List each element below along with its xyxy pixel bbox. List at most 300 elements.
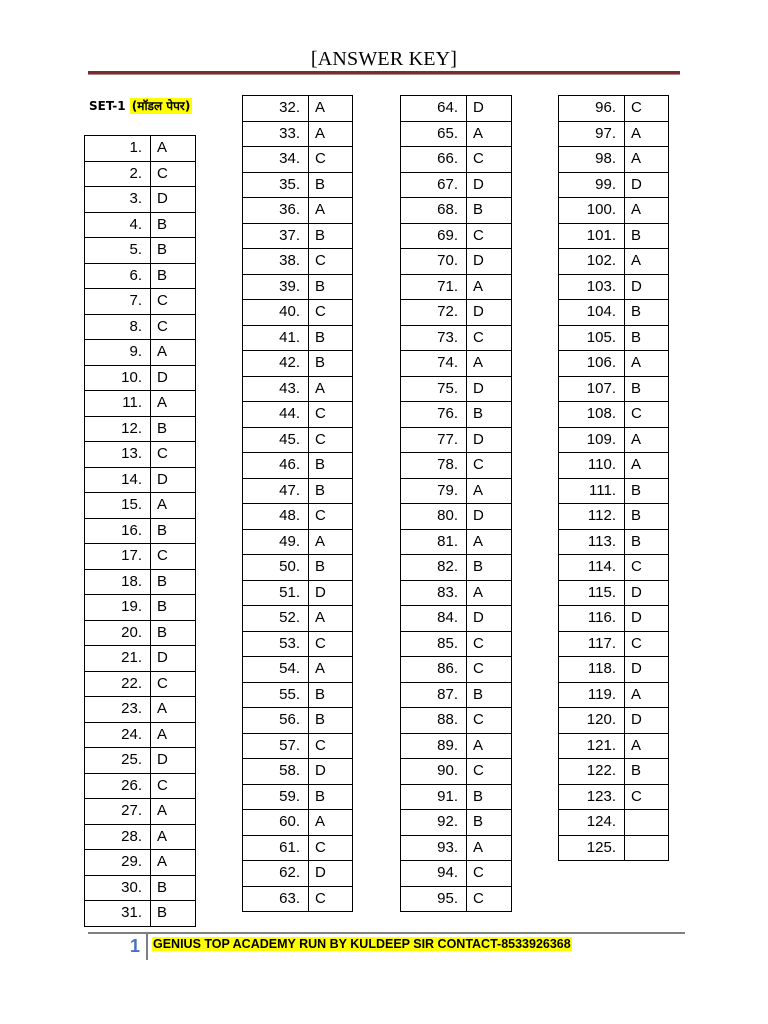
answer-option: A	[467, 733, 512, 759]
answer-row	[243, 759, 353, 785]
question-number: 10.	[85, 365, 151, 391]
answer-option: D	[467, 427, 512, 453]
question-number: 112.	[559, 504, 625, 530]
answer-row	[243, 274, 353, 300]
answer-option: D	[151, 187, 196, 213]
page-number: 1	[129, 936, 140, 956]
answer-row	[85, 212, 196, 238]
answer-row	[85, 748, 196, 774]
answer-option: D	[467, 300, 512, 326]
question-number: 51.	[243, 580, 309, 606]
question-number: 9.	[85, 340, 151, 366]
answer-option: A	[625, 249, 669, 275]
question-number: 20.	[85, 620, 151, 646]
answer-option: A	[625, 733, 669, 759]
question-number: 76.	[401, 402, 467, 428]
answer-row	[85, 569, 196, 595]
question-number: 68.	[401, 198, 467, 224]
answer-option: A	[467, 580, 512, 606]
answer-row	[85, 722, 196, 748]
question-number: 102.	[559, 249, 625, 275]
answer-row	[243, 886, 353, 912]
answer-option: D	[151, 748, 196, 774]
answer-row	[401, 555, 512, 581]
answer-option: A	[467, 529, 512, 555]
question-number: 22.	[85, 671, 151, 697]
answer-option: B	[309, 784, 353, 810]
answer-row	[401, 733, 512, 759]
question-number: 86.	[401, 657, 467, 683]
answer-option: C	[151, 773, 196, 799]
question-number: 17.	[85, 544, 151, 570]
answer-option: A	[625, 351, 669, 377]
question-number: 69.	[401, 223, 467, 249]
answer-option: D	[625, 708, 669, 734]
answer-row	[559, 657, 669, 683]
answer-option: C	[309, 402, 353, 428]
question-number: 44.	[243, 402, 309, 428]
question-number: 33.	[243, 121, 309, 147]
answer-row	[559, 121, 669, 147]
answer-option: A	[467, 835, 512, 861]
answer-option: A	[309, 810, 353, 836]
answer-option: C	[309, 631, 353, 657]
answer-row	[243, 733, 353, 759]
question-number: 11.	[85, 391, 151, 417]
question-number: 12.	[85, 416, 151, 442]
answer-option: A	[625, 147, 669, 173]
answer-row	[401, 402, 512, 428]
answer-row	[243, 478, 353, 504]
answer-row	[559, 606, 669, 632]
answer-option: A	[467, 121, 512, 147]
question-number: 26.	[85, 773, 151, 799]
question-number: 39.	[243, 274, 309, 300]
answer-row	[85, 799, 196, 825]
answer-option: C	[151, 442, 196, 468]
answer-row	[559, 376, 669, 402]
answer-option: C	[625, 784, 669, 810]
answer-option: C	[625, 631, 669, 657]
question-number: 84.	[401, 606, 467, 632]
answer-row	[243, 427, 353, 453]
answer-option: B	[467, 402, 512, 428]
answer-option: A	[625, 427, 669, 453]
set-label	[89, 97, 192, 114]
question-number: 29.	[85, 850, 151, 876]
answer-option: C	[467, 759, 512, 785]
answer-row	[243, 529, 353, 555]
answer-option: C	[309, 249, 353, 275]
question-number: 46.	[243, 453, 309, 479]
answer-row	[559, 300, 669, 326]
answer-row	[85, 161, 196, 187]
answer-option: C	[309, 886, 353, 912]
answer-row	[559, 274, 669, 300]
answer-row	[559, 555, 669, 581]
question-number: 48.	[243, 504, 309, 530]
answer-row	[85, 544, 196, 570]
answer-option: A	[151, 340, 196, 366]
question-number: 87.	[401, 682, 467, 708]
question-number: 72.	[401, 300, 467, 326]
question-number: 40.	[243, 300, 309, 326]
question-number: 85.	[401, 631, 467, 657]
answer-option: B	[151, 238, 196, 264]
answer-option: B	[151, 901, 196, 927]
answer-row	[559, 478, 669, 504]
answer-option: C	[309, 733, 353, 759]
question-number: 117.	[559, 631, 625, 657]
question-number: 92.	[401, 810, 467, 836]
answer-row	[401, 759, 512, 785]
answer-row	[401, 121, 512, 147]
question-number: 67.	[401, 172, 467, 198]
answer-option: C	[467, 708, 512, 734]
answer-option: B	[467, 198, 512, 224]
answer-row	[85, 697, 196, 723]
question-number: 79.	[401, 478, 467, 504]
answer-option: A	[151, 799, 196, 825]
answer-option: C	[309, 427, 353, 453]
answer-option: B	[467, 682, 512, 708]
answer-row	[401, 810, 512, 836]
answer-option: A	[309, 657, 353, 683]
question-number: 104.	[559, 300, 625, 326]
question-number: 1.	[85, 136, 151, 162]
answer-option: B	[309, 555, 353, 581]
question-number: 118.	[559, 657, 625, 683]
answer-option: A	[151, 493, 196, 519]
answer-option: B	[625, 300, 669, 326]
answer-row	[401, 861, 512, 887]
set-label-highlight: (मॉडल पेपर)	[131, 99, 191, 113]
answer-row	[401, 682, 512, 708]
answer-row	[85, 187, 196, 213]
answer-option: A	[151, 722, 196, 748]
question-number: 24.	[85, 722, 151, 748]
answer-row	[559, 249, 669, 275]
answer-table-column-2	[242, 95, 353, 912]
answer-option: B	[151, 416, 196, 442]
answer-option: D	[467, 249, 512, 275]
footer-divider	[88, 932, 685, 934]
answer-row	[85, 518, 196, 544]
answer-option: C	[467, 657, 512, 683]
answer-option: C	[309, 835, 353, 861]
answer-option: B	[625, 376, 669, 402]
question-number: 115.	[559, 580, 625, 606]
answer-option: D	[467, 504, 512, 530]
question-number: 122.	[559, 759, 625, 785]
answer-option: D	[151, 467, 196, 493]
answer-row	[401, 223, 512, 249]
answer-option: A	[151, 850, 196, 876]
question-number: 80.	[401, 504, 467, 530]
question-number: 125.	[559, 835, 625, 861]
question-number: 19.	[85, 595, 151, 621]
answer-row	[243, 121, 353, 147]
question-number: 62.	[243, 861, 309, 887]
answer-row	[401, 325, 512, 351]
answer-row	[559, 198, 669, 224]
answer-row	[559, 759, 669, 785]
question-number: 16.	[85, 518, 151, 544]
answer-row	[401, 504, 512, 530]
answer-row	[401, 478, 512, 504]
answer-row	[243, 631, 353, 657]
question-number: 77.	[401, 427, 467, 453]
answer-option: B	[309, 351, 353, 377]
answer-option: B	[151, 875, 196, 901]
header-divider	[88, 71, 680, 75]
question-number: 60.	[243, 810, 309, 836]
answer-option: C	[151, 671, 196, 697]
question-number: 42.	[243, 351, 309, 377]
answer-row	[85, 901, 196, 927]
answer-option: B	[151, 569, 196, 595]
answer-row	[559, 529, 669, 555]
question-number: 27.	[85, 799, 151, 825]
answer-option: D	[625, 657, 669, 683]
answer-option: B	[151, 595, 196, 621]
question-number: 18.	[85, 569, 151, 595]
question-number: 35.	[243, 172, 309, 198]
question-number: 21.	[85, 646, 151, 672]
answer-row	[401, 606, 512, 632]
answer-option: A	[467, 274, 512, 300]
answer-row	[85, 238, 196, 264]
answer-option: C	[625, 555, 669, 581]
question-number: 38.	[243, 249, 309, 275]
question-number: 49.	[243, 529, 309, 555]
question-number: 61.	[243, 835, 309, 861]
answer-row	[243, 376, 353, 402]
question-number: 30.	[85, 875, 151, 901]
question-number: 120.	[559, 708, 625, 734]
answer-table-column-3	[400, 95, 512, 912]
question-number: 113.	[559, 529, 625, 555]
answer-row	[85, 824, 196, 850]
question-number: 57.	[243, 733, 309, 759]
answer-row	[243, 172, 353, 198]
question-number: 119.	[559, 682, 625, 708]
answer-row	[243, 810, 353, 836]
answer-table-column-1	[84, 135, 196, 927]
answer-row	[559, 147, 669, 173]
answer-row	[85, 442, 196, 468]
question-number: 63.	[243, 886, 309, 912]
answer-option: D	[309, 861, 353, 887]
question-number: 116.	[559, 606, 625, 632]
answer-option: D	[467, 96, 512, 122]
footer-separator	[146, 934, 148, 960]
answer-option: A	[625, 453, 669, 479]
question-number: 5.	[85, 238, 151, 264]
answer-row	[85, 646, 196, 672]
answer-row	[401, 147, 512, 173]
answer-row	[401, 198, 512, 224]
question-number: 32.	[243, 96, 309, 122]
answer-option: C	[151, 544, 196, 570]
question-number: 41.	[243, 325, 309, 351]
answer-option: B	[625, 223, 669, 249]
answer-option: A	[625, 198, 669, 224]
answer-row	[401, 631, 512, 657]
answer-row	[559, 223, 669, 249]
answer-option: D	[309, 759, 353, 785]
answer-row	[559, 631, 669, 657]
answer-option: B	[625, 325, 669, 351]
answer-row	[243, 402, 353, 428]
answer-option: B	[467, 555, 512, 581]
question-number: 105.	[559, 325, 625, 351]
answer-option: A	[309, 529, 353, 555]
answer-row	[243, 147, 353, 173]
question-number: 111.	[559, 478, 625, 504]
answer-row	[243, 784, 353, 810]
answer-option: A	[309, 121, 353, 147]
answer-option: A	[151, 697, 196, 723]
answer-row	[85, 391, 196, 417]
question-number: 114.	[559, 555, 625, 581]
question-number: 45.	[243, 427, 309, 453]
question-number: 43.	[243, 376, 309, 402]
question-number: 101.	[559, 223, 625, 249]
question-number: 6.	[85, 263, 151, 289]
answer-row	[85, 850, 196, 876]
answer-row	[243, 223, 353, 249]
answer-row	[85, 595, 196, 621]
question-number: 70.	[401, 249, 467, 275]
question-number: 74.	[401, 351, 467, 377]
question-number: 3.	[85, 187, 151, 213]
question-number: 100.	[559, 198, 625, 224]
answer-option: B	[625, 529, 669, 555]
answer-option: B	[309, 453, 353, 479]
answer-row	[559, 504, 669, 530]
question-number: 78.	[401, 453, 467, 479]
answer-row	[401, 580, 512, 606]
answer-row	[243, 96, 353, 122]
question-number: 50.	[243, 555, 309, 581]
question-number: 71.	[401, 274, 467, 300]
question-number: 15.	[85, 493, 151, 519]
question-number: 109.	[559, 427, 625, 453]
answer-option: B	[151, 263, 196, 289]
question-number: 55.	[243, 682, 309, 708]
answer-row	[559, 351, 669, 377]
question-number: 103.	[559, 274, 625, 300]
answer-row	[243, 249, 353, 275]
answer-option: C	[151, 314, 196, 340]
question-number: 47.	[243, 478, 309, 504]
answer-option: B	[309, 172, 353, 198]
answer-row	[559, 733, 669, 759]
answer-option: C	[309, 147, 353, 173]
answer-row	[559, 96, 669, 122]
answer-option: B	[309, 682, 353, 708]
answer-row	[243, 708, 353, 734]
answer-option: A	[467, 478, 512, 504]
question-number: 99.	[559, 172, 625, 198]
answer-option: C	[467, 223, 512, 249]
question-number: 13.	[85, 442, 151, 468]
answer-row	[243, 657, 353, 683]
answer-option: B	[625, 478, 669, 504]
question-number: 81.	[401, 529, 467, 555]
answer-option: B	[309, 708, 353, 734]
answer-option: A	[151, 824, 196, 850]
answer-option: C	[151, 289, 196, 315]
answer-option: A	[625, 121, 669, 147]
answer-option: D	[625, 274, 669, 300]
question-number: 107.	[559, 376, 625, 402]
answer-row	[243, 198, 353, 224]
answer-row	[85, 875, 196, 901]
answer-option: A	[309, 606, 353, 632]
question-number: 25.	[85, 748, 151, 774]
answer-row	[85, 416, 196, 442]
answer-row	[243, 682, 353, 708]
question-number: 88.	[401, 708, 467, 734]
answer-row	[401, 886, 512, 912]
answer-option: A	[309, 96, 353, 122]
answer-option: C	[625, 96, 669, 122]
answer-row	[85, 620, 196, 646]
answer-option: B	[467, 810, 512, 836]
answer-row	[401, 453, 512, 479]
answer-option: B	[151, 518, 196, 544]
question-number: 83.	[401, 580, 467, 606]
answer-option: B	[309, 325, 353, 351]
answer-row	[85, 773, 196, 799]
answer-option: C	[309, 300, 353, 326]
question-number: 65.	[401, 121, 467, 147]
question-number: 95.	[401, 886, 467, 912]
answer-row	[401, 529, 512, 555]
answer-option: A	[625, 682, 669, 708]
answer-option: D	[467, 376, 512, 402]
answer-option: C	[625, 402, 669, 428]
answer-row	[243, 504, 353, 530]
answer-row	[401, 657, 512, 683]
question-number: 53.	[243, 631, 309, 657]
answer-row	[243, 580, 353, 606]
question-number: 34.	[243, 147, 309, 173]
answer-row	[243, 325, 353, 351]
answer-option: A	[309, 376, 353, 402]
answer-option: C	[309, 504, 353, 530]
question-number: 98.	[559, 147, 625, 173]
answer-option	[625, 835, 669, 861]
question-number: 89.	[401, 733, 467, 759]
question-number: 31.	[85, 901, 151, 927]
set-label-prefix: SET-1	[89, 99, 126, 113]
answer-option: D	[625, 580, 669, 606]
answer-row	[401, 172, 512, 198]
answer-option: C	[467, 147, 512, 173]
question-number: 90.	[401, 759, 467, 785]
answer-option: B	[625, 759, 669, 785]
question-number: 59.	[243, 784, 309, 810]
answer-row	[559, 427, 669, 453]
answer-row	[243, 300, 353, 326]
page-title: [ANSWER KEY]	[310, 48, 458, 70]
question-number: 108.	[559, 402, 625, 428]
answer-row	[559, 172, 669, 198]
answer-row	[85, 136, 196, 162]
